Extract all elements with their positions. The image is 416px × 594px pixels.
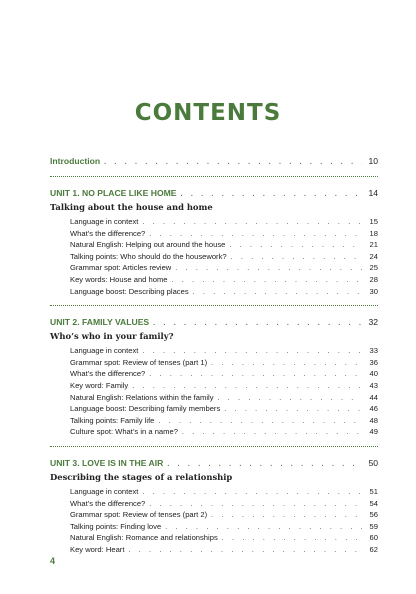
- leader-dots: [193, 287, 362, 299]
- toc-item[interactable]: What’s the difference? . . . 18: [50, 228, 378, 240]
- leader-dots: [104, 156, 362, 170]
- leader-dots: [211, 358, 362, 370]
- toc-item[interactable]: Language boost: Describing family members . . . 46: [50, 403, 378, 415]
- toc-page-number: 14: [368, 188, 378, 198]
- toc-unit-2[interactable]: [50, 315, 378, 329]
- leader-dots: [142, 487, 362, 499]
- toc-item[interactable]: Culture spot: What’s in a name? . . . 49: [50, 426, 378, 438]
- toc-intro[interactable]: [50, 154, 378, 168]
- toc-item[interactable]: Natural English: Helping out around the house . . . 21: [50, 239, 378, 251]
- section-divider: [50, 446, 378, 447]
- toc-item[interactable]: Language boost: Describing places . . . 30: [50, 286, 378, 298]
- toc-page-number: 32: [368, 317, 378, 328]
- leader-dots: [224, 404, 362, 416]
- unit-subtitle: Describing the stages of a relationship: [50, 471, 233, 482]
- toc-item[interactable]: Talking points: Who should do the housework? . . . 24: [50, 251, 378, 263]
- unit-title: UNIT 3. LOVE IS IN THE AIR: [50, 457, 164, 468]
- unit-subtitle: Who’s who in your family?: [50, 331, 174, 342]
- toc-item[interactable]: Natural English: Relations within the family . . . 44: [50, 392, 378, 404]
- toc-unit-1[interactable]: [50, 186, 378, 200]
- leader-dots: [153, 317, 362, 331]
- unit-title: UNIT 1. NO PLACE LIKE HOME: [50, 188, 177, 198]
- leader-dots: [172, 275, 362, 287]
- page-title: CONTENTS: [134, 100, 282, 126]
- section-divider: [50, 176, 378, 177]
- toc-item[interactable]: Key word: Family . . . 43: [50, 380, 378, 392]
- toc-item[interactable]: What’s the difference? . . . 40: [50, 368, 378, 380]
- table-of-contents: [50, 148, 378, 555]
- leader-dots: [182, 427, 362, 439]
- leader-dots: [231, 252, 362, 264]
- toc-unit-3[interactable]: [50, 456, 378, 470]
- unit-title: UNIT 2. FAMILY VALUES: [50, 317, 150, 328]
- leader-dots: [158, 416, 362, 428]
- toc-intro-label: Introduction: [50, 156, 101, 166]
- toc-page-number: 10: [368, 156, 378, 166]
- leader-dots: [218, 393, 362, 405]
- leader-dots: [222, 533, 362, 545]
- section-divider: [50, 305, 378, 306]
- toc-item[interactable]: Language in context . . . 51: [50, 486, 378, 498]
- toc-page-number: 50: [368, 457, 378, 468]
- leader-dots: [175, 263, 362, 275]
- leader-dots: [149, 369, 362, 381]
- toc-item[interactable]: Language in context . . . 15: [50, 216, 378, 228]
- toc-item[interactable]: Key word: Heart . . . 62: [50, 544, 378, 556]
- toc-item[interactable]: Key words: House and home . . . 28: [50, 274, 378, 286]
- toc-item[interactable]: What’s the difference? . . . 54: [50, 498, 378, 510]
- toc-item[interactable]: Natural English: Romance and relationships . . . 60: [50, 532, 378, 544]
- toc-item[interactable]: Grammar spot: Articles review . . . 25: [50, 262, 378, 274]
- toc-item[interactable]: Language in context . . . 33: [50, 345, 378, 357]
- toc-item[interactable]: Grammar spot: Review of tenses (part 1) . . . 36: [50, 357, 378, 369]
- leader-dots: [128, 545, 362, 557]
- leader-dots: [229, 240, 362, 252]
- toc-item[interactable]: Talking points: Family life . . . 48: [50, 415, 378, 427]
- toc-item[interactable]: Grammar spot: Review of tenses (part 2) . . . 56: [50, 509, 378, 521]
- leader-dots: [211, 510, 362, 522]
- leader-dots: [142, 217, 362, 229]
- toc-item[interactable]: Talking points: Finding love . . . 59: [50, 521, 378, 533]
- unit-subtitle: Talking about the house and home: [50, 202, 213, 212]
- page-number: 4: [50, 556, 56, 566]
